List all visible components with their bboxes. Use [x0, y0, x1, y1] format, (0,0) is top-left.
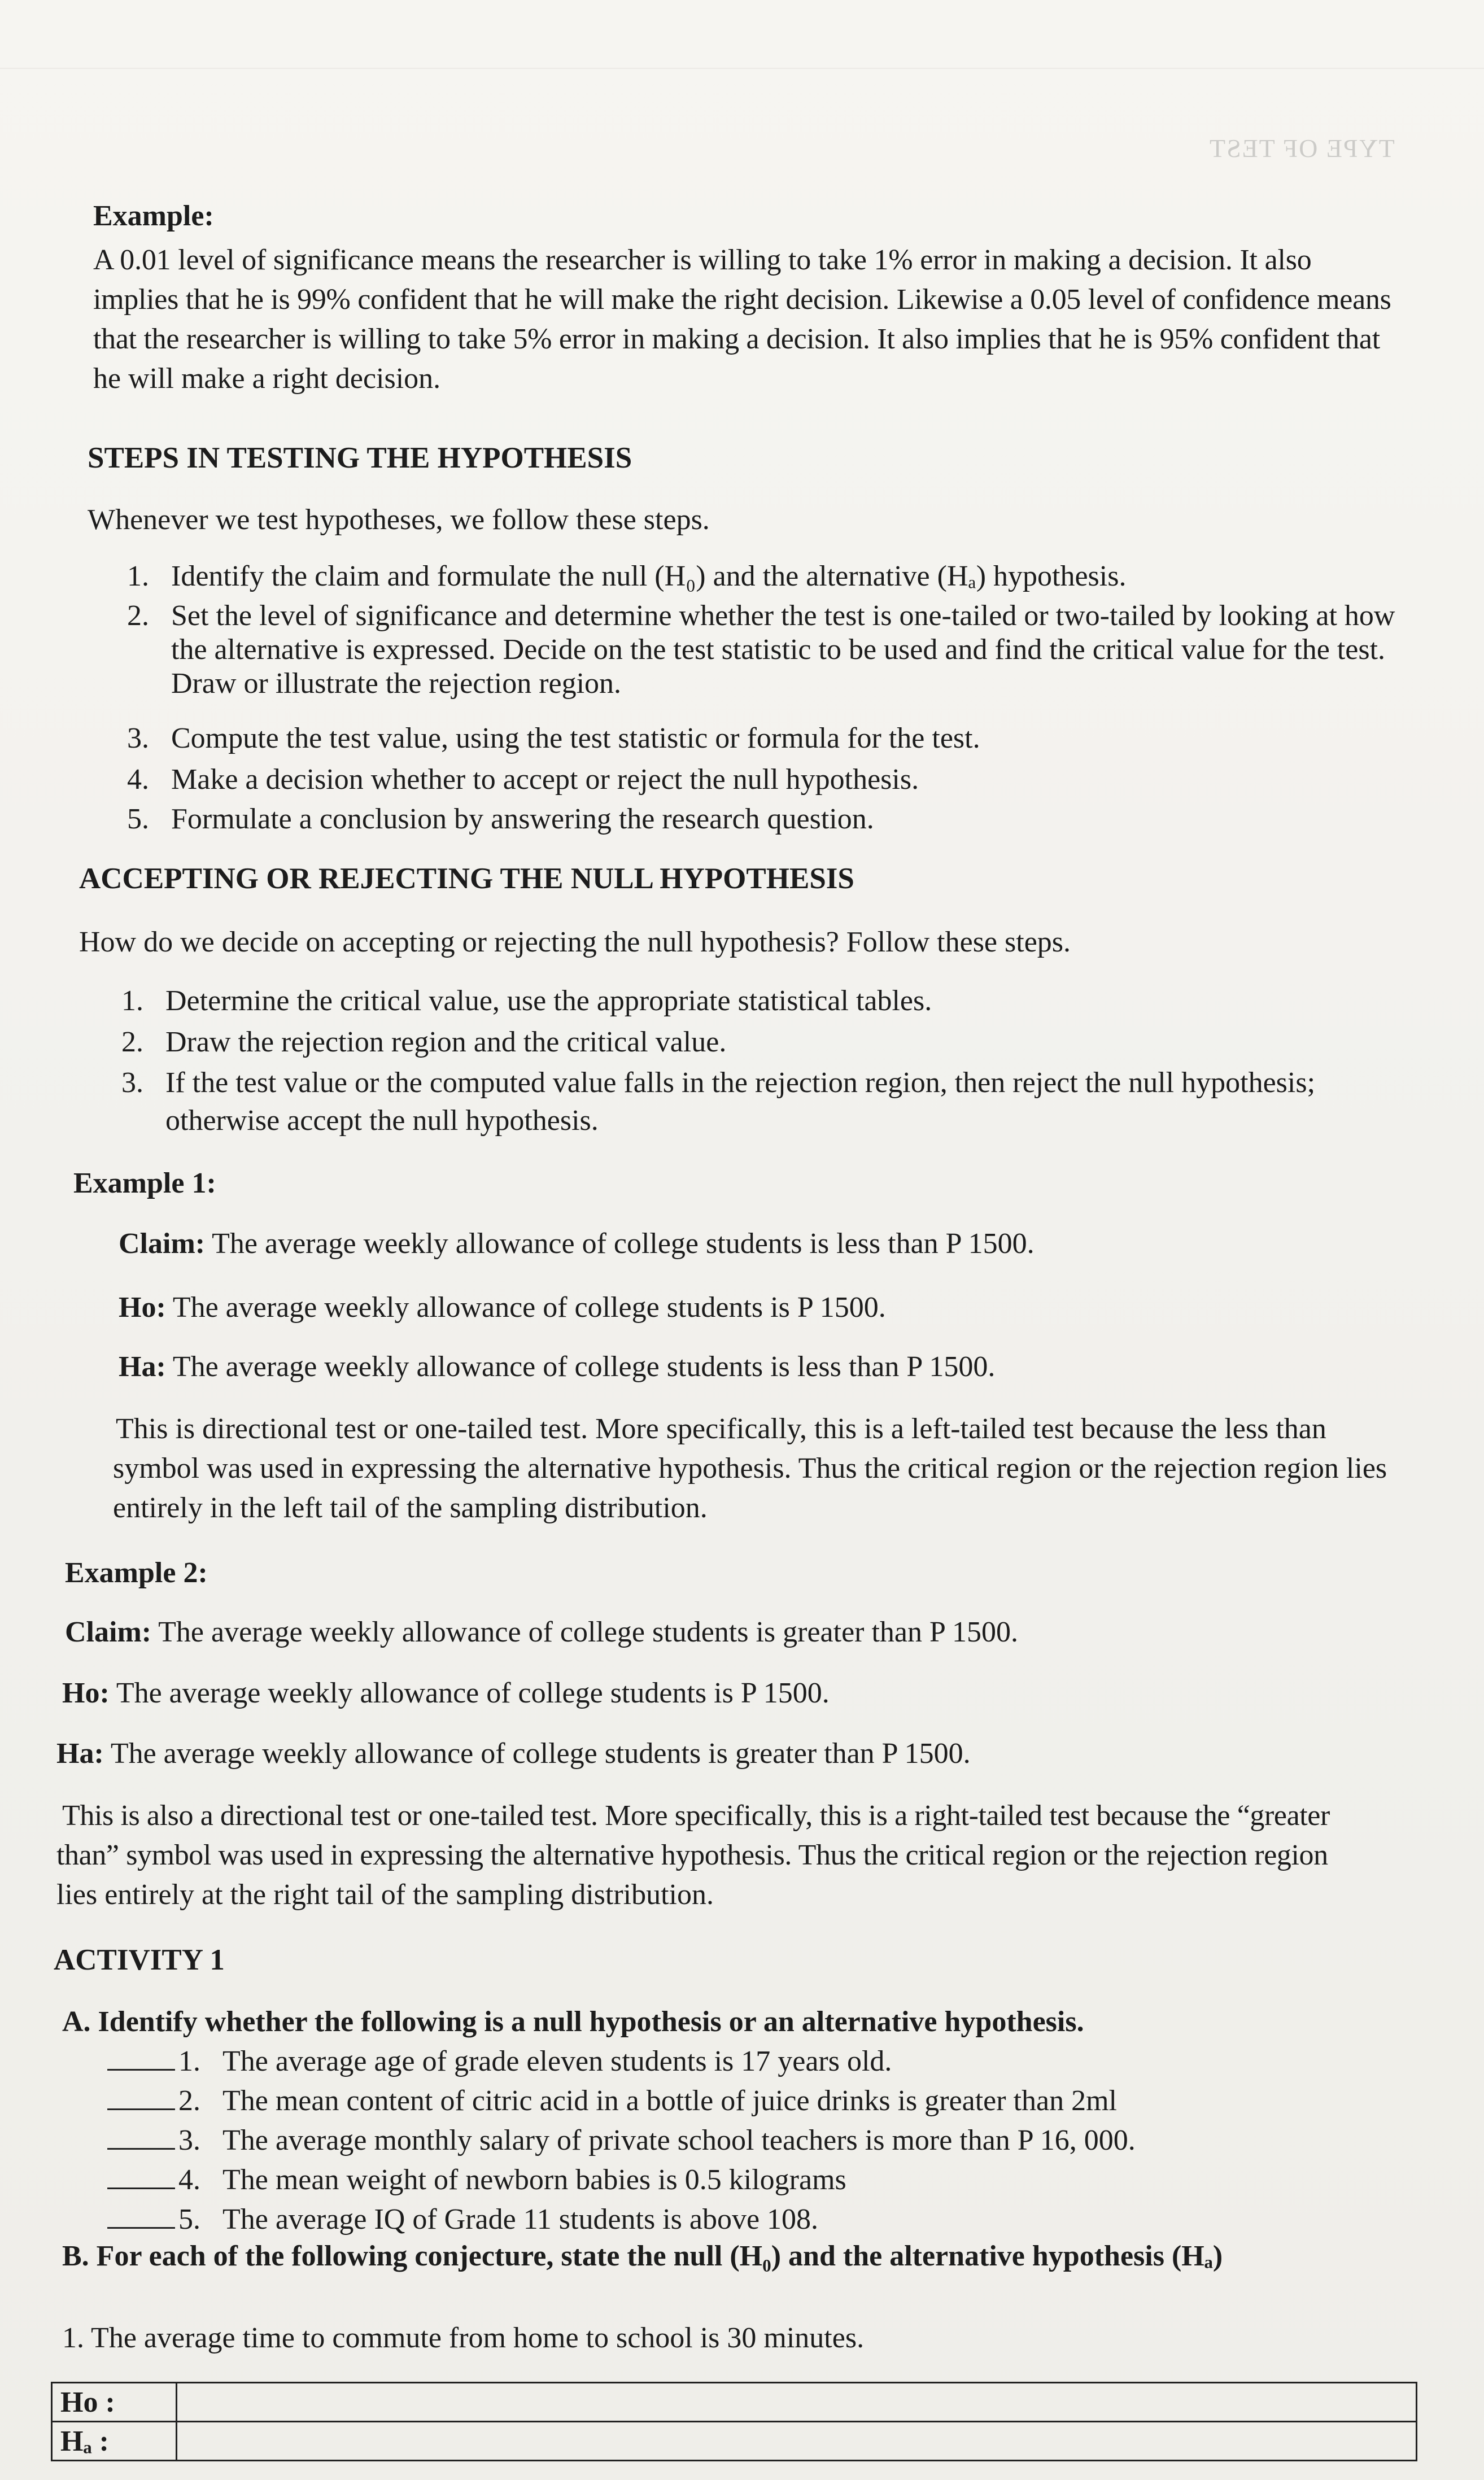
activity-item-3-text: The average monthly salary of private school teachers is more than P 16, 000. [222, 2124, 1136, 2156]
example1-label: Example 1: [73, 1167, 216, 1199]
accepting-item-3-text-2: otherwise accept the null hypothesis. [165, 1104, 599, 1137]
answer-blank-5[interactable] [107, 2202, 175, 2229]
example2-ha [56, 1736, 971, 1771]
steps-item-2-text-2: the alternative is expressed. Decide on the test statistic to be used and find the critical value for the test. [171, 634, 1386, 666]
ho-label-cell: Ho : [52, 2383, 177, 2422]
steps-intro: Whenever we test hypotheses, we follow these steps. [88, 504, 710, 536]
example2-claim-label: Claim: [65, 1616, 152, 1648]
ha-answer-cell[interactable] [177, 2422, 1417, 2461]
steps-item-1 [127, 559, 1126, 594]
steps-item-3 [127, 721, 980, 756]
example2-explanation-2: than” symbol was used in expressing the alternative hypothesis. Thus the critical region or the rejection region [56, 1839, 1328, 1871]
example-line-3: that the researcher is willing to take 5% error in making a decision. It also implies that he is 95% confident that [93, 323, 1380, 355]
hypothesis-answer-table [51, 2382, 1417, 2461]
example1-ha-label: Ha: [119, 1351, 166, 1383]
steps-item-5-number: 5. [127, 803, 149, 835]
answer-blank-3[interactable] [107, 2123, 175, 2150]
activity-heading: ACTIVITY 1 [54, 1944, 225, 1976]
accepting-item-3-text-1: If the test value or the computed value falls in the rejection region, then reject the null hypothesis; [165, 1067, 1316, 1099]
steps-heading: STEPS IN TESTING THE HYPOTHESIS [88, 442, 632, 474]
activity-part-b: B. For each of the following conjecture, state the null (H₀) and the alternative hypothesis (Hₐ) [62, 2240, 1223, 2272]
activity-item-1-number: 1. [178, 2045, 200, 2077]
activity-item-4-number: 4. [178, 2164, 200, 2196]
activity-item-4 [107, 2163, 846, 2198]
example-label: Example: [93, 200, 214, 232]
steps-item-5 [127, 802, 874, 837]
steps-item-2 [127, 599, 1395, 634]
page-fold-shadow [0, 0, 1484, 69]
example2-ho-text: The average weekly allowance of college students is P 1500. [116, 1677, 830, 1709]
activity-item-3-number: 3. [178, 2124, 200, 2156]
steps-item-1-number: 1. [127, 560, 149, 592]
steps-item-2-number: 2. [127, 600, 149, 632]
activity-item-5 [107, 2202, 818, 2237]
activity-item-2-number: 2. [178, 2085, 200, 2117]
accepting-item-1-text: Determine the critical value, use the appropriate statistical tables. [165, 985, 932, 1017]
example-line-1: A 0.01 level of significance means the researcher is willing to take 1% error in making a decision. It also [93, 244, 1312, 276]
example-line-4: he will make a right decision. [93, 363, 441, 395]
example1-ho-text: The average weekly allowance of college students is P 1500. [172, 1291, 886, 1324]
activity-item-3 [107, 2123, 1136, 2158]
example2-claim [65, 1615, 1018, 1650]
activity-item-5-text: The average IQ of Grade 11 students is above 108. [222, 2203, 819, 2236]
example2-ho [62, 1676, 830, 1711]
activity-item-1 [107, 2044, 892, 2079]
answer-blank-1[interactable] [107, 2044, 175, 2071]
answer-blank-2[interactable] [107, 2084, 175, 2110]
activity-item-4-text: The mean weight of newborn babies is 0.5 kilograms [222, 2164, 846, 2196]
activity-item-5-number: 5. [178, 2203, 200, 2236]
answer-blank-4[interactable] [107, 2163, 175, 2189]
example1-claim [119, 1226, 1035, 1261]
activity-part-b-item-1: 1. The average time to commute from home to school is 30 minutes. [62, 2322, 865, 2354]
accepting-heading: ACCEPTING OR REJECTING THE NULL HYPOTHESIS [79, 862, 854, 895]
steps-item-5-text: Formulate a conclusion by answering the research question. [171, 803, 874, 835]
activity-item-2-text: The mean content of citric acid in a bottle of juice drinks is greater than 2ml [222, 2085, 1117, 2117]
steps-item-3-text: Compute the test value, using the test statistic or formula for the test. [171, 722, 980, 754]
example1-claim-text: The average weekly allowance of college students is less than P 1500. [212, 1228, 1035, 1260]
accepting-item-1-number: 1. [121, 985, 143, 1017]
example1-claim-label: Claim: [119, 1228, 206, 1260]
accepting-item-2-number: 2. [121, 1026, 143, 1058]
example2-explanation-3: lies entirely at the right tail of the sampling distribution. [56, 1879, 714, 1911]
steps-item-4-text: Make a decision whether to accept or reject the null hypothesis. [171, 763, 919, 796]
example2-ho-label: Ho: [62, 1677, 110, 1709]
example2-claim-text: The average weekly allowance of college students is greater than P 1500. [158, 1616, 1018, 1648]
steps-item-2-text-1: Set the level of significance and determine whether the test is one-tailed or two-tailed by looking at how [171, 600, 1395, 632]
steps-item-4 [127, 762, 919, 797]
example1-ha [119, 1350, 995, 1385]
example2-explanation-1: This is also a directional test or one-tailed test. More specifically, this is a right-tailed test because the “greater [62, 1800, 1330, 1832]
example1-ho-label: Ho: [119, 1291, 166, 1324]
example1-ho [119, 1290, 886, 1325]
table-row-ha [52, 2422, 1417, 2461]
accepting-item-3-number: 3. [121, 1067, 143, 1099]
example1-explanation-2: symbol was used in expressing the alternative hypothesis. Thus the critical region or the rejection region lies [113, 1452, 1387, 1484]
accepting-intro: How do we decide on accepting or rejecting the null hypothesis? Follow these steps. [79, 926, 1071, 958]
example1-ha-text: The average weekly allowance of college students is less than P 1500. [172, 1351, 996, 1383]
accepting-item-2-text: Draw the rejection region and the critical value. [165, 1026, 727, 1058]
ha-label-cell: Hₐ : [52, 2422, 177, 2461]
accepting-item-2 [121, 1025, 726, 1060]
example1-explanation-1: This is directional test or one-tailed test. More specifically, this is a left-tailed test because the less than [116, 1413, 1326, 1445]
steps-item-2-text-3: Draw or illustrate the rejection region. [171, 667, 622, 700]
activity-item-1-text: The average age of grade eleven students is 17 years old. [222, 2045, 892, 2077]
ho-answer-cell[interactable] [177, 2383, 1417, 2422]
example2-label: Example 2: [65, 1557, 208, 1589]
example-line-2: implies that he is 99% confident that he will make the right decision. Likewise a 0.05 level of confidence means [93, 283, 1391, 316]
table-row-ho [52, 2383, 1417, 2422]
accepting-item-1 [121, 984, 932, 1019]
activity-part-a: A. Identify whether the following is a null hypothesis or an alternative hypothesis. [62, 2006, 1084, 2038]
example1-explanation-3: entirely in the left tail of the sampling distribution. [113, 1492, 708, 1524]
example2-ha-text: The average weekly allowance of college students is greater than P 1500. [110, 1737, 971, 1770]
steps-item-4-number: 4. [127, 763, 149, 796]
activity-item-2 [107, 2084, 1117, 2119]
accepting-item-3 [121, 1066, 1315, 1101]
steps-item-1-text: Identify the claim and formulate the null (H₀) and the alternative (Hₐ) hypothesis. [171, 560, 1127, 592]
steps-item-3-number: 3. [127, 722, 149, 754]
bleed-through-header: TYPE OF TEST [1208, 134, 1395, 163]
example2-ha-label: Ha: [56, 1737, 104, 1770]
